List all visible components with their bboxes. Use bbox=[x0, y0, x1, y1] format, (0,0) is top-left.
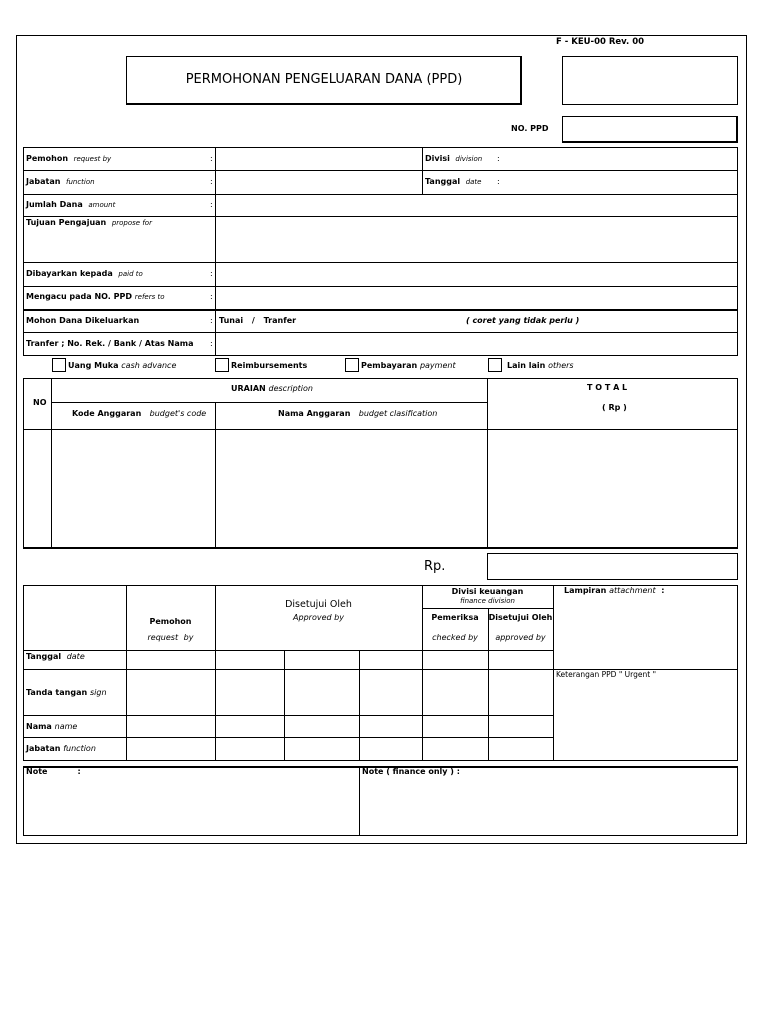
cell-total[interactable] bbox=[488, 430, 737, 548]
no-ppd-label: NO. PPD bbox=[511, 124, 549, 133]
approval-pemohon: Pemohon bbox=[149, 617, 192, 626]
mohon-dana-value[interactable]: Tunai / Tranfer bbox=[219, 316, 297, 325]
jumlah-dana-field[interactable] bbox=[216, 195, 737, 216]
jabatan-label: Jabatan function bbox=[26, 177, 95, 186]
tujuan-label: Tujuan Pengajuan propose for bbox=[26, 218, 152, 227]
checkbox-pembayaran-label: Pembayaran payment bbox=[361, 361, 456, 370]
dibayarkan-label: Dibayarkan kepada paid to bbox=[26, 269, 143, 278]
mohon-dana-colon: : bbox=[210, 316, 213, 325]
tranfer-colon: : bbox=[210, 339, 213, 348]
approval-approved-by-finance: approved by bbox=[495, 633, 546, 642]
checkbox-uang-muka-label: Uang Muka cash advance bbox=[68, 361, 177, 370]
checkbox-uang-muka[interactable] bbox=[52, 358, 66, 372]
tranfer-field[interactable] bbox=[216, 333, 737, 355]
divisi-label: Divisi division bbox=[425, 154, 483, 163]
keterangan-field[interactable] bbox=[554, 680, 737, 760]
approval-approved-by: Approved by bbox=[293, 613, 344, 622]
cell-no[interactable] bbox=[24, 430, 51, 548]
pemohon-colon: : bbox=[210, 154, 213, 163]
approval-pemeriksa: Pemeriksa bbox=[431, 613, 479, 622]
dibayarkan-colon: : bbox=[210, 269, 213, 278]
row-tanggal-label: Tanggal date bbox=[26, 652, 85, 661]
jabatan-colon: : bbox=[210, 177, 213, 186]
row-tanda-tangan-label: Tanda tangan sign bbox=[26, 688, 107, 697]
approval-finance-division: finance division bbox=[460, 597, 515, 605]
checkbox-lain-lain[interactable] bbox=[488, 358, 502, 372]
tanggal-label: Tanggal date bbox=[425, 177, 482, 186]
col-total-unit: ( Rp ) bbox=[602, 403, 627, 412]
approval-disetujui: Disetujui Oleh bbox=[285, 599, 352, 610]
no-ppd-field[interactable] bbox=[562, 116, 738, 143]
approval-sign-area[interactable] bbox=[127, 651, 553, 761]
mengacu-label: Mengacu pada NO. PPD refers to bbox=[26, 292, 165, 301]
tujuan-field[interactable] bbox=[216, 217, 737, 262]
cell-kode-anggaran[interactable] bbox=[52, 430, 215, 548]
approval-request-by: request by bbox=[147, 633, 194, 642]
tranfer-label: Tranfer ; No. Rek. / Bank / Atas Nama bbox=[26, 339, 194, 348]
checkbox-reimbursements[interactable] bbox=[215, 358, 229, 372]
jabatan-field[interactable] bbox=[216, 171, 421, 194]
cell-nama-anggaran[interactable] bbox=[216, 430, 487, 548]
stamp-box[interactable] bbox=[562, 56, 738, 105]
page-title: PERMOHONAN PENGELUARAN DANA (PPD) bbox=[185, 72, 463, 87]
note-field[interactable] bbox=[24, 780, 358, 835]
approval-lampiran: Lampiran attachment : bbox=[564, 586, 665, 595]
form-code: F - KEU-00 Rev. 00 bbox=[556, 37, 645, 47]
pemohon-label: Pemohon request by bbox=[26, 154, 112, 163]
rp-total-field[interactable] bbox=[487, 553, 738, 580]
note-label: Note : bbox=[26, 767, 81, 776]
jumlah-dana-colon: : bbox=[210, 200, 213, 209]
checkbox-pembayaran[interactable] bbox=[345, 358, 359, 372]
col-nama-anggaran: Nama Anggaran budget clasification bbox=[278, 409, 438, 418]
dibayarkan-field[interactable] bbox=[216, 263, 737, 286]
tanggal-field[interactable] bbox=[502, 171, 737, 194]
rp-label: Rp. bbox=[424, 559, 446, 574]
mengacu-colon: : bbox=[210, 292, 213, 301]
mohon-dana-label: Mohon Dana Dikeluarkan bbox=[26, 316, 140, 325]
jumlah-dana-label: Jumlah Dana amount bbox=[26, 200, 116, 209]
note-finance-field[interactable] bbox=[360, 780, 737, 835]
checkbox-lain-lain-label: Lain lain others bbox=[507, 361, 574, 370]
approval-disetujui-finance: Disetujui Oleh bbox=[488, 613, 553, 622]
pemohon-field[interactable] bbox=[216, 148, 421, 170]
row-jabatan-label: Jabatan function bbox=[26, 744, 96, 753]
approval-divisi-keuangan: Divisi keuangan bbox=[451, 587, 524, 596]
checkbox-reimbursements-label: Reimbursements bbox=[231, 361, 308, 370]
coret-note: ( coret yang tidak perlu ) bbox=[466, 316, 580, 325]
row-nama-label: Nama name bbox=[26, 722, 78, 731]
col-no: NO bbox=[33, 398, 47, 407]
approval-checked-by: checked by bbox=[432, 633, 478, 642]
divisi-field[interactable] bbox=[502, 148, 737, 170]
approval-keterangan: Keterangan PPD " Urgent " bbox=[556, 670, 657, 679]
note-finance-label: Note ( finance only ) : bbox=[362, 767, 460, 776]
tanggal-colon: : bbox=[497, 177, 500, 186]
divisi-colon: : bbox=[497, 154, 500, 163]
col-kode-anggaran: Kode Anggaran budget's code bbox=[72, 409, 207, 418]
mengacu-field[interactable] bbox=[216, 287, 737, 309]
col-uraian: URAIAN description bbox=[231, 384, 313, 393]
col-total: T O T A L bbox=[587, 383, 628, 392]
